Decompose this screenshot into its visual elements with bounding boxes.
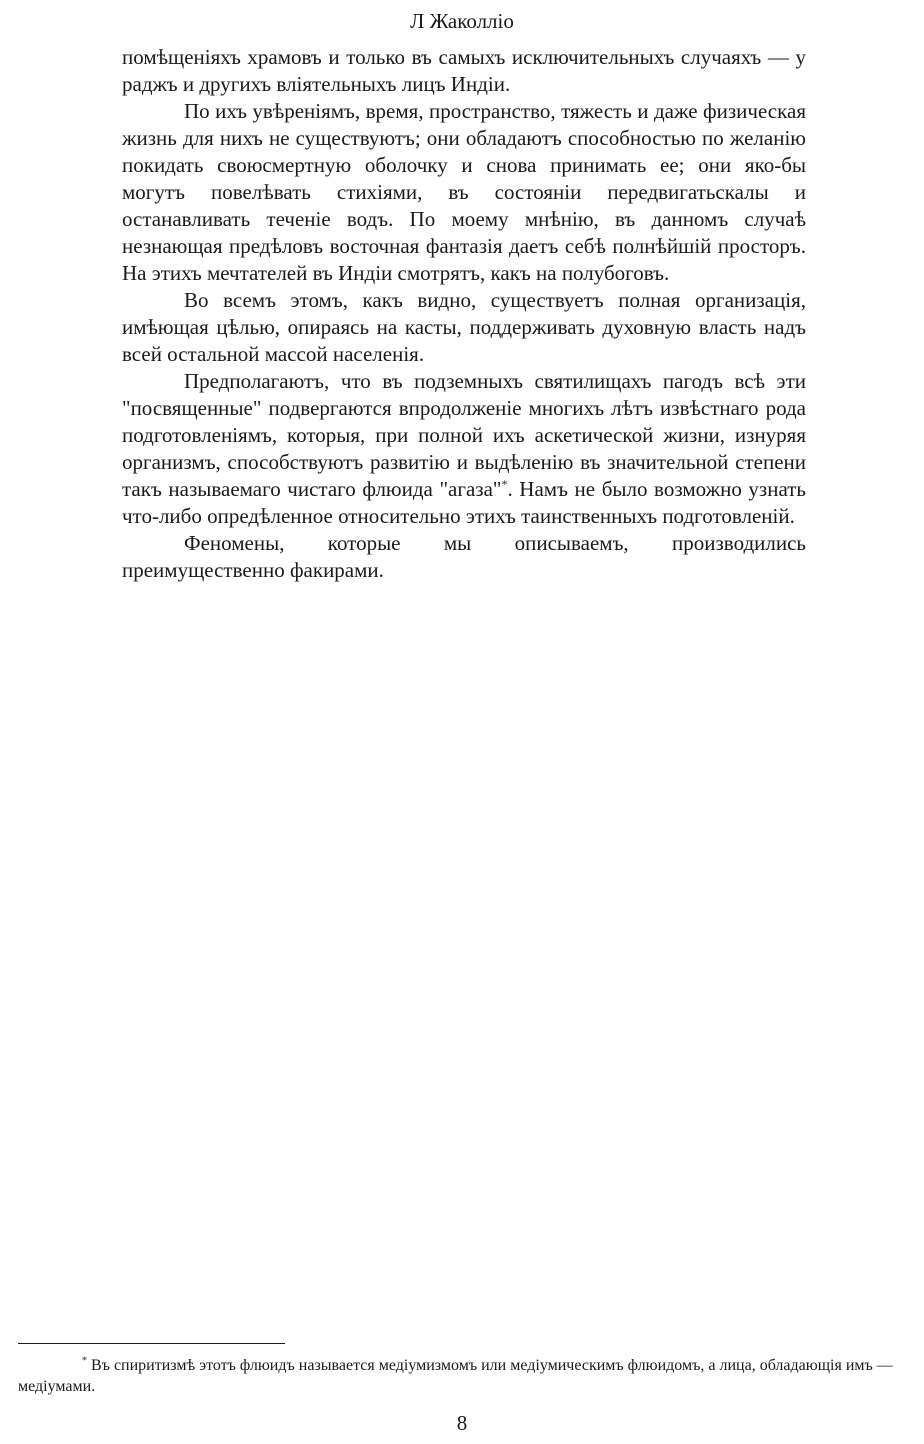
running-title: Л Жаколліо: [410, 9, 514, 33]
paragraph-text: . Намъ не было возможно узнать что-либо опредѣленное относительно этихъ таинственныхъ подготовленій.: [122, 477, 806, 528]
paragraph-with-footnote: [122, 368, 806, 530]
paragraph-text: Предполагаютъ, что въ подземныхъ святилищахъ пагодъ всѣ эти "посвященные" подвергаются впродолженіе многихъ лѣтъ извѣстнаго рода подготовленіямъ, которыя, при полной ихъ аскетической жизни, изнуряя организмъ, способствуютъ развитію и выдѣленію въ значительной степени такъ называемаго чистаго флюида "агаза": [122, 369, 806, 501]
paragraph-continued: помѣщеніяхъ храмовъ и только въ самыхъ исключительныхъ случаяхъ — у раджъ и другихъ вліятельныхъ лицъ Индіи.: [122, 45, 806, 96]
paragraph: Феномены, которые мы описываемъ, производились преимущественно факирами.: [122, 531, 806, 582]
main-text: [122, 44, 806, 584]
footnote-text: Въ спиритизмѣ этотъ флюидъ называется медіумизмомъ или медіумическимъ флюидомъ, а лица, обладающія имъ — медіумами.: [18, 1357, 893, 1395]
footnote-mark: *: [82, 1355, 87, 1367]
footnote: [18, 1355, 914, 1397]
page-number: 8: [456, 1411, 468, 1435]
footnote-reference: *: [501, 477, 508, 491]
paragraph: По ихъ увѣреніямъ, время, пространство, тяжесть и даже физическая жизнь для нихъ не существуютъ; они обладаютъ способностью по желанію покидать своюсмертную оболочку и снова принимать ее; они яко-бы могутъ повелѣвать стихіями, въ состояніи передвигатьскалы и останавливать теченіе водъ. По моему мнѣнію, въ данномъ случаѣ незнающая предѣловъ восточная фантазія даетъ себѣ полнѣйшій просторъ. На этихъ мечтателей въ Индіи смотрятъ, какъ на полубоговъ.: [122, 99, 806, 285]
paragraph: Во всемъ этомъ, какъ видно, существуетъ полная организація, имѣющая цѣлью, опираясь на касты, поддерживать духовную власть надъ всей остальной массой населенія.: [122, 288, 806, 366]
footnote-separator: [18, 1343, 285, 1344]
